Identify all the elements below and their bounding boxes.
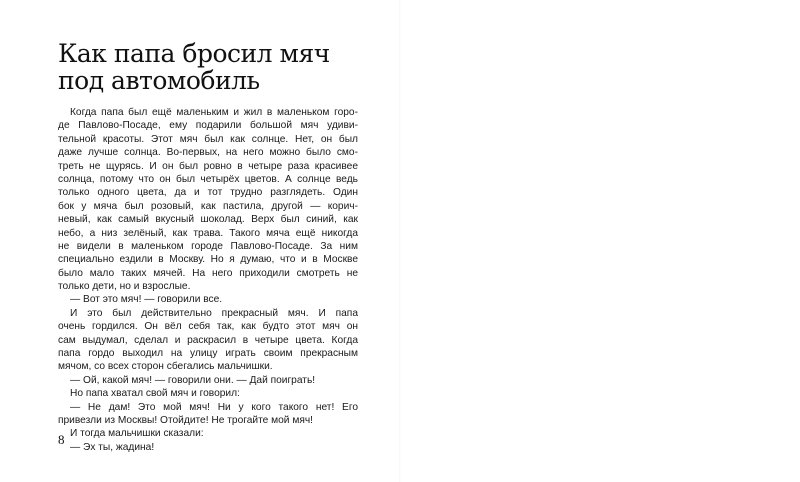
chapter-title-line-2: под автомобиль <box>58 66 260 95</box>
chapter-title <box>58 40 378 94</box>
text-line: специально ездили в Москву. Но я думаю, что и в Москве <box>58 254 358 266</box>
text-line: треть не щурясь. И он был ровно в четыре раза красивее <box>58 160 358 172</box>
text-line: мячом, со всех сторон сбегались мальчишки. <box>58 361 273 373</box>
text-line: — Эх ты, жадина! <box>70 441 155 453</box>
text-line: очень гордился. Он вёл себя так, как будто этот мяч он <box>58 321 358 333</box>
text-line: — Ой, какой мяч! — говорили они. — Дай поиграть! <box>70 374 316 386</box>
text-line: солнца, потому что он был четырёх цветов. А солнце ведь <box>58 173 358 185</box>
right-page <box>400 0 800 482</box>
text-line: — Не дам! Это мой мяч! Ни у кого такого нет! Его <box>70 401 358 413</box>
text-line: только дети, но и взрослые. <box>58 281 191 293</box>
text-line: де Павлово-Посаде, ему подарили большой мяч удиви- <box>58 120 358 132</box>
text-line: привезли из Москвы! Отойдите! Не трогайте мой мяч! <box>58 414 313 426</box>
text-line: небо, а низ зелёный, как трава. Такого мяча ещё никогда <box>58 227 358 239</box>
text-line: тельной красоты. Этот мяч был как солнце. Нет, он был <box>58 133 358 145</box>
text-line: И это был действительно прекрасный мяч. И папа <box>70 307 358 319</box>
text-line: Но папа хватал свой мяч и говорил: <box>70 388 240 400</box>
page-number-left: 8 <box>58 432 65 447</box>
text-line: Когда папа был ещё маленьким и жил в маленьком горо- <box>70 107 358 118</box>
text-line: даже лучше солнца. Во-первых, на него можно было смо- <box>58 147 358 159</box>
chapter-title-line-1: Как папа бросил мяч <box>58 39 330 68</box>
left-page-text <box>58 106 358 454</box>
text-line: папа гордо выходил на улицу играть своим прекрасным <box>58 348 358 360</box>
text-line: было мало таких мячей. На него приходили смотреть не <box>58 267 358 279</box>
text-line: И тогда мальчишки сказали: <box>70 428 204 440</box>
text-line: не видели в маленьком городе Павлово-Посаде. За ним <box>58 240 358 252</box>
text-line: бок у мяча был розовый, как пастила, другой — корич- <box>58 200 358 212</box>
text-line: — Вот это мяч! — говорили все. <box>70 294 223 306</box>
text-line: невый, как самый вкусный шоколад. Верх был синий, как <box>58 214 358 226</box>
text-line: сам выдумал, сделал и раскрасил в четыре цвета. Когда <box>58 334 358 346</box>
text-line: только одного цвета, да и тот трудно разглядеть. Один <box>58 187 358 199</box>
